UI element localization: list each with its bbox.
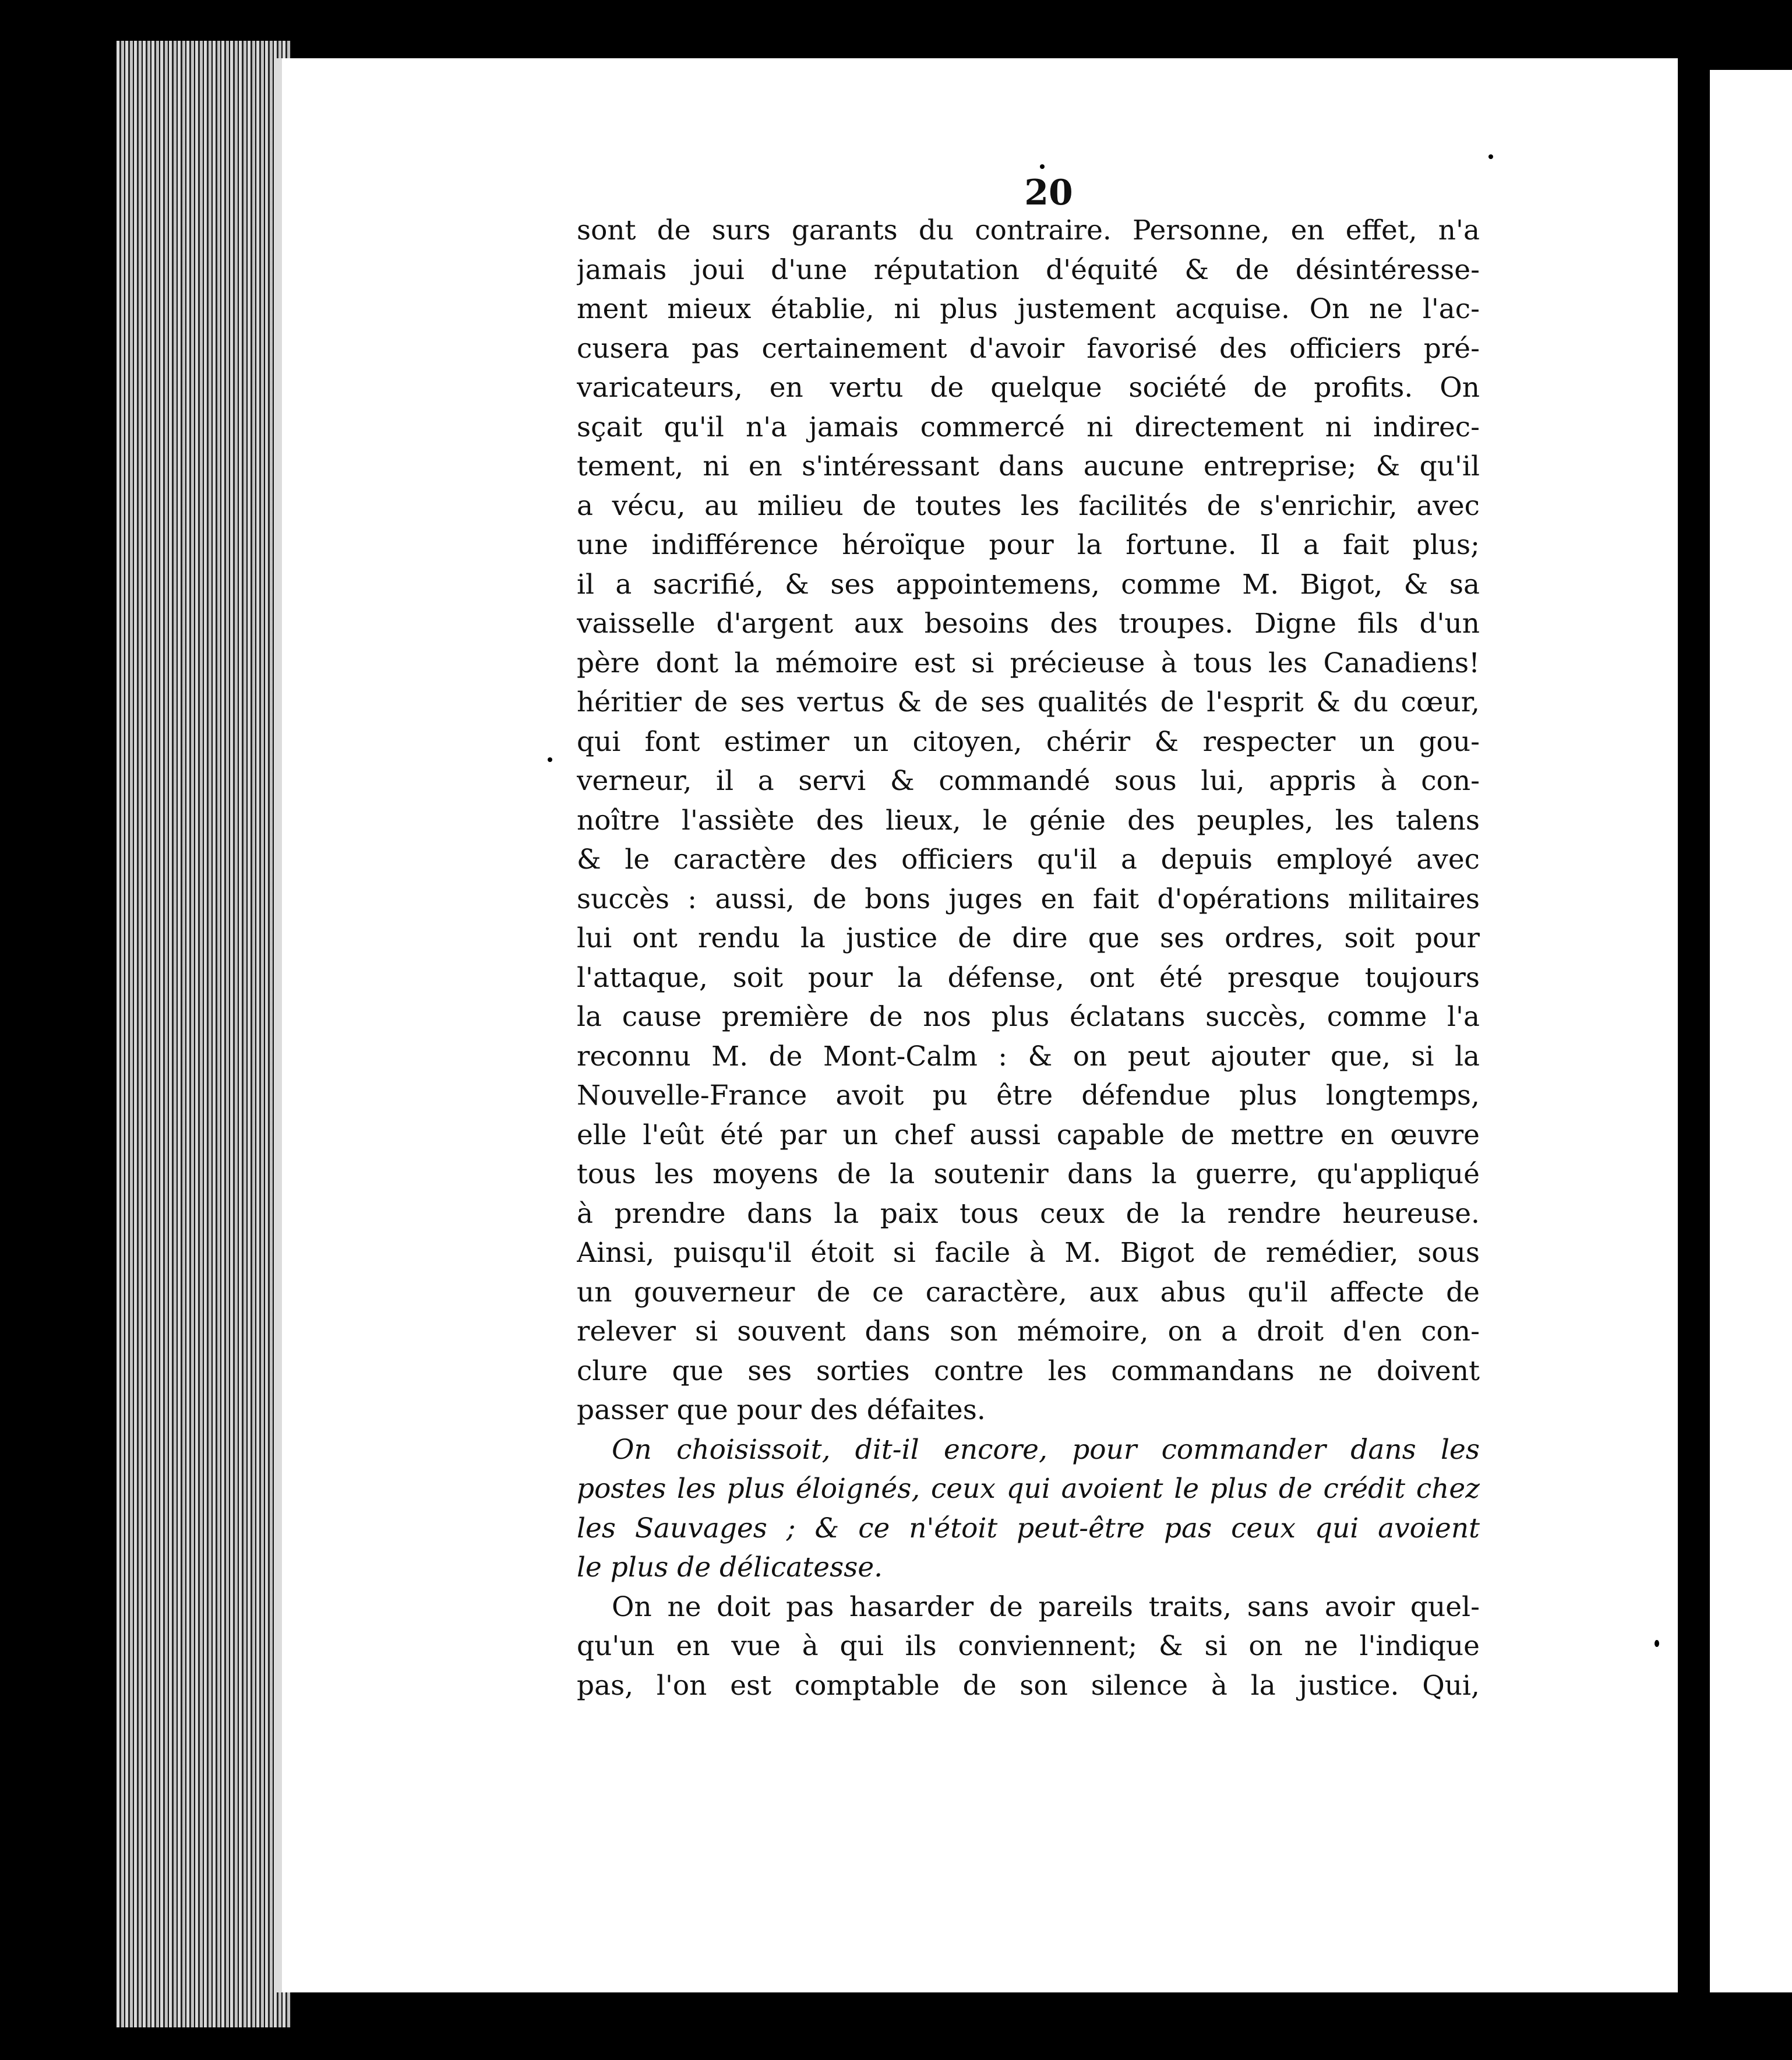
text-line: l'attaque, soit pour la défense, ont été presque toujours — [577, 961, 1480, 994]
scan-speck — [1655, 1640, 1659, 1647]
text-line: la cause première de nos plus éclatans succès, comme l'a — [577, 1001, 1480, 1033]
text-line: Nouvelle-France avoit pu être défendue plus longtemps, — [577, 1080, 1480, 1112]
text-line: ment mieux établie, ni plus justement acquise. On ne l'ac- — [577, 293, 1480, 325]
text-line: qu'un en vue à qui ils conviennent; & si on ne l'indique — [577, 1630, 1480, 1662]
text-line: succès : aussi, de bons juges en fait d'opérations militaires — [577, 883, 1480, 915]
text-line: vaisselle d'argent aux besoins des troupes. Digne fils d'un — [577, 608, 1480, 640]
text-line: Ainsi, puisqu'il étoit si facile à M. Bigot de remédier, sous — [577, 1237, 1480, 1269]
body-text — [577, 211, 1480, 1705]
quote-line: On choisissoit, dit-il encore, pour commander dans les — [612, 1433, 1480, 1466]
text-line: père dont la mémoire est si précieuse à tous les Canadiens! — [577, 647, 1480, 679]
text-line: On ne doit pas hasarder de pareils traits, sans avoir quel- — [612, 1590, 1480, 1623]
text-line: verneur, il a servi & commandé sous lui, appris à con- — [577, 765, 1480, 797]
quote-line: le plus de délicatesse. — [577, 1551, 883, 1583]
scan-speck — [5, 192, 10, 198]
text-line: cusera pas certainement d'avoir favorisé des officiers pré- — [577, 332, 1480, 365]
text-line: clure que ses sorties contre les commandans ne doivent — [577, 1354, 1480, 1387]
text-line: a vécu, au milieu de toutes les facilités de s'enrichir, avec — [577, 489, 1480, 522]
text-line: à prendre dans la paix tous ceux de la rendre heureuse. — [577, 1197, 1480, 1230]
text-line: relever si souvent dans son mémoire, on a droit d'en con- — [577, 1315, 1480, 1348]
page-number: 20 — [1024, 172, 1073, 213]
text-line: jamais joui d'une réputation d'équité & de désintéresse- — [577, 253, 1480, 286]
text-line: elle l'eût été par un chef aussi capable de mettre en œuvre — [577, 1119, 1480, 1151]
text-line: passer que pour des défaites. — [577, 1394, 986, 1426]
text-line: sont de surs garants du contraire. Personne, en effet, n'a — [577, 214, 1480, 246]
text-line: qui font estimer un citoyen, chérir & respecter un gou- — [577, 725, 1480, 758]
text-line: pas, l'on est comptable de son silence à la justice. Qui, — [577, 1669, 1480, 1702]
text-line: reconnu M. de Mont-Calm : & on peut ajouter que, si la — [577, 1040, 1480, 1073]
scan-speck — [1488, 154, 1493, 159]
text-line: un gouverneur de ce caractère, aux abus qu'il affecte de — [577, 1276, 1480, 1308]
quote-line: postes les plus éloignés, ceux qui avoient le plus de crédit chez — [577, 1473, 1480, 1505]
text-line: une indifférence héroïque pour la fortune. Il a fait plus; — [577, 529, 1480, 561]
text-line: sçait qu'il n'a jamais commercé ni directement ni indirec- — [577, 411, 1480, 443]
scan-speck — [1040, 164, 1045, 169]
text-line: tous les moyens de la soutenir dans la guerre, qu'appliqué — [577, 1158, 1480, 1190]
text-line: tement, ni en s'intéressant dans aucune entreprise; & qu'il — [577, 450, 1480, 482]
page-edges-stack — [117, 41, 291, 2027]
text-line: lui ont rendu la justice de dire que ses ordres, soit pour — [577, 922, 1480, 954]
text-line: héritier de ses vertus & de ses qualités de l'esprit & du cœur, — [577, 686, 1480, 718]
text-line: il a sacrifié, & ses appointemens, comme M. Bigot, & sa — [577, 568, 1480, 601]
scan-speck — [548, 757, 552, 762]
next-page-sliver — [1704, 70, 1792, 1992]
quote-line: les Sauvages ; & ce n'étoit peut-être pas ceux qui avoient — [577, 1512, 1480, 1544]
text-line: varicateurs, en vertu de quelque société de profits. On — [577, 372, 1480, 404]
text-line: noître l'assiète des lieux, le génie des peuples, les talens — [577, 804, 1480, 837]
text-line: & le caractère des officiers qu'il a depuis employé avec — [577, 844, 1480, 876]
